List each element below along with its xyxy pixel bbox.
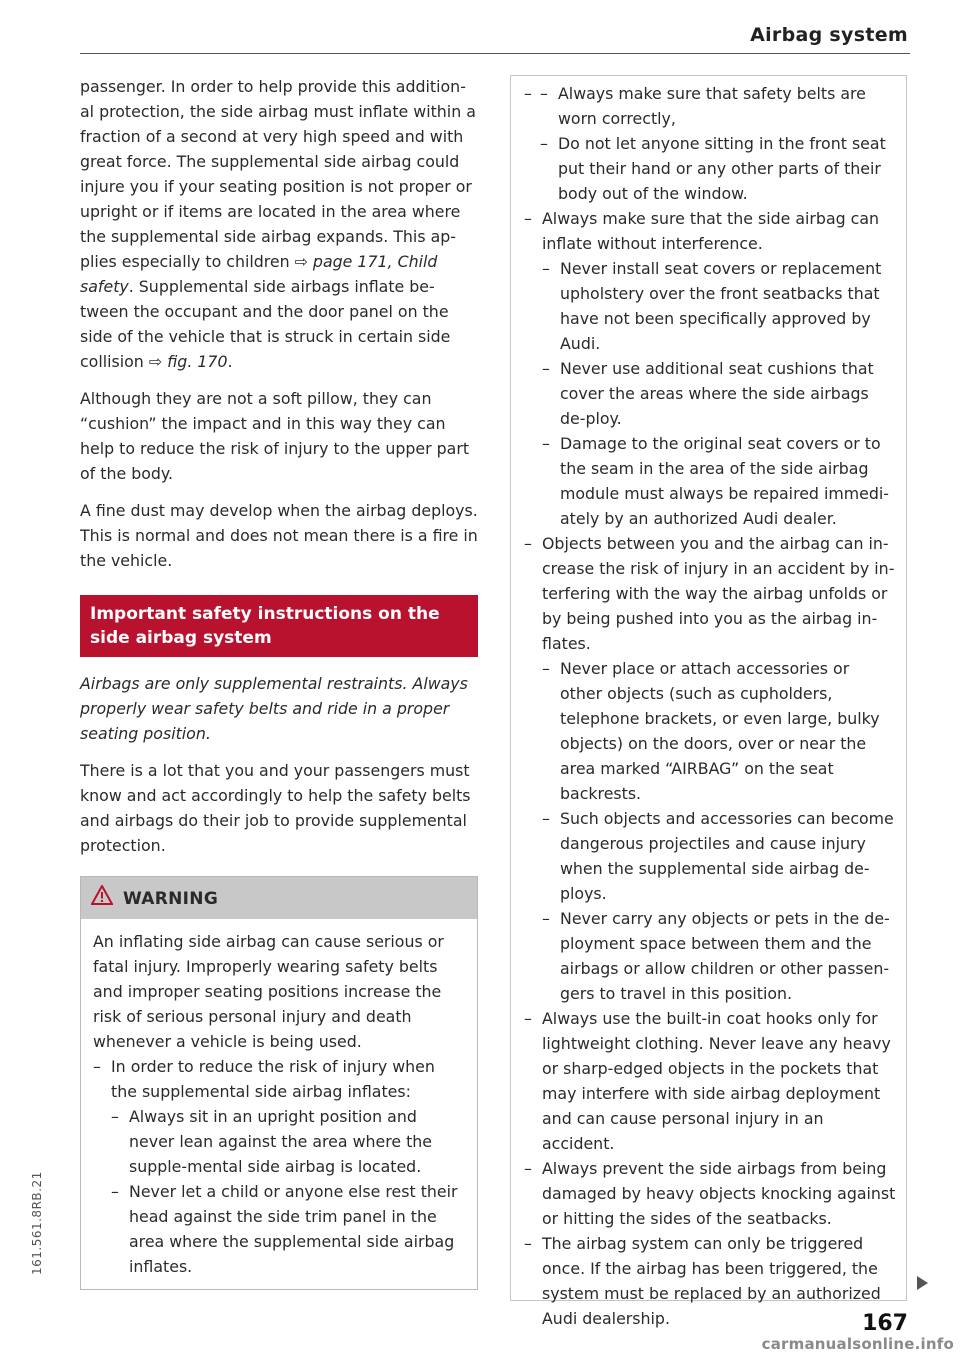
right-column bbox=[524, 81, 896, 1331]
list-item: – Always use the built-in coat hooks only for lightweight clothing. Never leave any heavy or sharp-edged objects in the pockets that may interfere with side airbag deployment and can cause personal injury in an accident. bbox=[524, 1006, 896, 1156]
warning-label: WARNING bbox=[123, 888, 219, 909]
warning-continued-list bbox=[524, 81, 896, 1331]
cross-reference-link[interactable]: ⇨ page 171, Child safety bbox=[80, 252, 438, 296]
list-item: – Never install seat covers or replacement upholstery over the front seatbacks that have not been specifically approved by Audi. bbox=[542, 256, 896, 356]
document-code: 161.561.8RB.21 bbox=[30, 1171, 44, 1275]
warning-intro: An inflating side airbag can cause serious or fatal injury. Improperly wearing safety belts and improper seating positions increase the risk of serious personal injury and death whenever a vehicle is being used. bbox=[93, 932, 444, 1051]
watermark: carmanualsonline.info bbox=[761, 1335, 954, 1353]
list-item: – In order to reduce the risk of injury when the supplemental side airbag inflates: – Always sit in an upright position and never lean against the area where the supple-mental side airbag is located. – Never let a child or anyone else rest their head against the side trim panel in the area where the supplemental side airbag inflates. bbox=[93, 1054, 465, 1279]
list-item: – Always make sure that the side airbag can inflate without interference. – Never install seat covers or replacement upholstery over the front seatbacks that have not been specifically approved by Audi. – Never use additional seat cushions that cover the areas where the side airbags de-ploy. – Damage to the original seat covers or to the seam in the area of the side airbag module must always be repaired immedi-ately by an authorized Audi dealer. bbox=[524, 206, 896, 531]
body-paragraph-4: There is a lot that you and your passengers must know and act accordingly to help the safety belts and airbags do their job to provide supplemental protection. bbox=[80, 761, 471, 855]
list-item: – Do not let anyone sitting in the front seat put their hand or any other parts of their body out of the window. bbox=[540, 131, 896, 206]
warning-body bbox=[81, 919, 477, 1289]
list-item bbox=[524, 81, 896, 206]
list-item: – Never place or attach accessories or other objects (such as cupholders, telephone brackets, or even large, bulky objects) on the doors, over or near the area marked “AIRBAG” on the seat backrests. bbox=[542, 656, 896, 806]
left-column bbox=[80, 74, 478, 1290]
list-item: – Never carry any objects or pets in the de-ployment space between them and the airbags or allow children or other passen-gers to travel in this position. bbox=[542, 906, 896, 1006]
list-item: – The airbag system can only be triggered once. If the airbag has been triggered, the system must be replaced by an authorized Audi dealership. bbox=[524, 1231, 896, 1331]
list-item: – Always prevent the side airbags from being damaged by heavy objects knocking against or hitting the sides of the seatbacks. bbox=[524, 1156, 896, 1231]
warning-sublist bbox=[111, 1104, 465, 1279]
sublist bbox=[540, 81, 896, 206]
warning-triangle-icon bbox=[91, 885, 113, 913]
continue-arrow-icon bbox=[917, 1276, 928, 1290]
header-rule bbox=[80, 53, 910, 54]
body-paragraph-2: Although they are not a soft pillow, they can “cushion” the impact and in this way they can help to reduce the risk of injury to the upper part of the body. bbox=[80, 389, 470, 483]
body-paragraph-1: passenger. In order to help provide this addition-al protection, the side airbag must inflate within a fraction of a second at very high speed and with great force. The supplemental side airbag could injure you if your seating position is not proper or upright or if items are located in the area where the supplemental side airbag expands. This ap-plies especially to children ⇨ page 171, Child safety. Supplemental side airbags inflate be-tween the occupant and the door panel on the side of the vehicle that is struck in certain side collision ⇨ fig. 170. bbox=[80, 77, 476, 371]
section-heading: Important safety instructions on the side airbag system bbox=[80, 595, 478, 657]
running-head: Airbag system bbox=[750, 24, 908, 46]
list-item: – – Always make sure that safety belts are worn correctly, bbox=[540, 81, 896, 131]
sublist bbox=[542, 256, 896, 531]
warning-box bbox=[80, 876, 478, 1290]
warning-list bbox=[93, 1054, 465, 1279]
list-item: – Never let a child or anyone else rest their head against the side trim panel in the area where the supplemental side airbag inflates. bbox=[111, 1179, 465, 1279]
figure-reference-link[interactable]: ⇨ fig. 170 bbox=[148, 352, 228, 371]
list-item: – Objects between you and the airbag can in-crease the risk of injury in an accident by in-terfering with the way the airbag unfolds or by being pushed into you as the airbag in-flates. – Never place or attach accessories or other objects (such as cupholders, telephone brackets, or even large, bulky objects) on the doors, over or near the area marked “AIRBAG” on the seat backrests. – Such objects and accessories can become dangerous projectiles and cause injury when the supplemental side airbag de-ploys. – Never carry any objects or pets in the de-ployment space between them and the airbags or allow children or other passen-gers to travel in this position. bbox=[524, 531, 896, 1006]
warning-header bbox=[81, 877, 477, 919]
list-item: – Damage to the original seat covers or to the seam in the area of the side airbag module must always be repaired immedi-ately by an authorized Audi dealer. bbox=[542, 431, 896, 531]
list-item: – Never use additional seat cushions that cover the areas where the side airbags de-ploy. bbox=[542, 356, 896, 431]
list-item: – Always sit in an upright position and never lean against the area where the supple-mental side airbag is located. bbox=[111, 1104, 465, 1179]
page-number: 167 bbox=[862, 1311, 908, 1336]
list-item: – Such objects and accessories can become dangerous projectiles and cause injury when the supplemental side airbag de-ploys. bbox=[542, 806, 896, 906]
sublist bbox=[542, 656, 896, 1006]
section-lead: Airbags are only supplemental restraints. Always properly wear safety belts and ride in a proper seating position. bbox=[80, 674, 468, 743]
body-paragraph-3: A fine dust may develop when the airbag deploys. This is normal and does not mean there is a fire in the vehicle. bbox=[80, 501, 478, 570]
